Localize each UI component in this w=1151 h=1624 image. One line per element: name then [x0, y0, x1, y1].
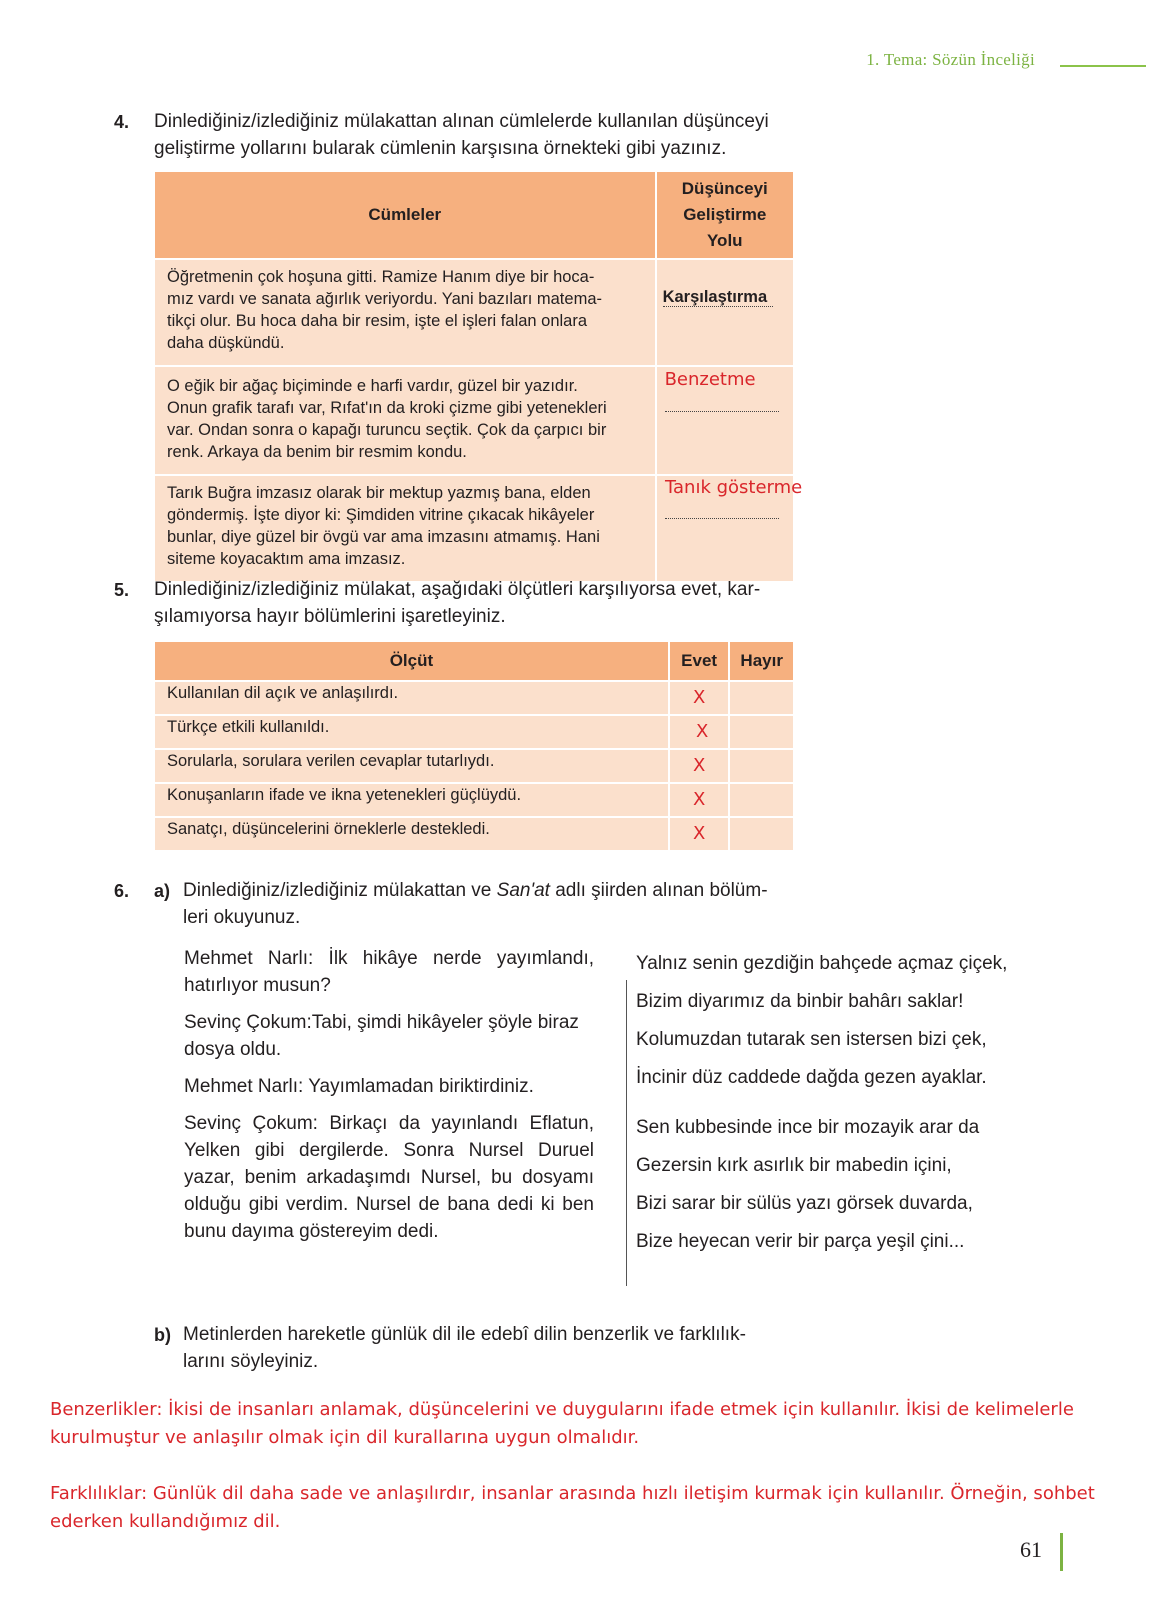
- q4-row-2-answer: Benzetme: [664, 369, 756, 390]
- question-4-text: [154, 108, 769, 162]
- question-4-number: 4.: [114, 112, 130, 132]
- interview-line: Yelken gibi dergilerde. Sonra Nursel Duruel: [184, 1140, 594, 1161]
- interview-excerpt: [184, 945, 594, 1245]
- q4-row-1-method: [657, 260, 793, 365]
- chapter-header: 1. Tema: Sözün İnceliği: [866, 50, 1035, 69]
- q4-row-2-line: Onun grafik tarafı var, Rıfat'ın da kroki çizme gibi yetenekleri: [167, 399, 607, 417]
- interview-line: bunu dayıma göstereyim dedi.: [184, 1221, 439, 1242]
- q5-row-1-yes[interactable]: X: [670, 682, 729, 714]
- q4-row-2-line: renk. Arkaya da benim bir resmim kondu.: [167, 443, 467, 461]
- answer-similarities-l2: kurulmuştur ve anlaşılır olmak için dil kurallarına uygun olmalıdır.: [50, 1427, 640, 1448]
- answer-similarities-l1: Benzerlikler: İkisi de insanları anlamak, düşüncelerini ve duygularını ifade etmek için kullanılır. İkisi de kelimelerle: [50, 1399, 1074, 1420]
- q5-row-3-yes[interactable]: X: [670, 750, 729, 782]
- poem-line: İncinir düz caddede dağda gezen ayaklar.: [636, 1067, 987, 1088]
- q5-row-5-yes[interactable]: X: [670, 818, 729, 850]
- poem-excerpt: [636, 945, 1007, 1261]
- question-4-line-2: geliştirme yollarını bularak cümlenin karşısına örnekteki gibi yazınız.: [154, 138, 727, 159]
- question-4-line-1: Dinlediğiniz/izlediğiniz mülakattan alınan cümlelerde kullanılan düşünceyi: [154, 111, 769, 132]
- q4-row-2-answer-line: [665, 411, 779, 412]
- question-5-line-2: şılamıyorsa hayır bölümlerini işaretleyiniz.: [154, 606, 506, 627]
- interview-line: yazar, benim arkadaşımdı Nursel, bu dosyamı: [184, 1167, 594, 1188]
- q4-row-3-sentence: [155, 476, 655, 581]
- q4-row-2-line: var. Ondan sonra o kapağı turuncu seçtik. Çok da çarpıcı bir: [167, 421, 607, 439]
- header-rule: [1060, 65, 1146, 67]
- q5-header-yes: Evet: [670, 642, 729, 680]
- q5-header-criteria: Ölçüt: [155, 642, 668, 680]
- q5-row-2-criterion: Türkçe etkili kullanıldı.: [155, 716, 668, 748]
- interview-line: Mehmet Narlı: İlk hikâye nerde yayımlandı,: [184, 948, 594, 969]
- question-6a-text: [183, 877, 768, 931]
- q4-row-3-line: bunlar, diye güzel bir övgü var ama imzasını atmamış. Hani: [167, 528, 600, 546]
- q4-table: [153, 170, 795, 583]
- interview-line: Sevinç Çokum:Tabi, şimdi hikâyeler şöyle biraz: [184, 1012, 579, 1033]
- q5-row-1-criterion: Kullanılan dil açık ve anlaşılırdı.: [155, 682, 668, 714]
- column-divider: [626, 980, 627, 1286]
- q4-row-1-line: tikçi olur. Bu hoca daha bir resim, işte el işleri falan onlara: [167, 312, 588, 330]
- q5-row-2-no[interactable]: [730, 716, 793, 748]
- question-6a-text-pre: Dinlediğiniz/izlediğiniz mülakattan ve: [183, 880, 497, 901]
- q5-row-5-no[interactable]: [730, 818, 793, 850]
- q5-header-no: Hayır: [730, 642, 793, 680]
- question-6b-label: b): [154, 1325, 171, 1345]
- q5-row-3-no[interactable]: [730, 750, 793, 782]
- q4-row-3-answer: Tanık gösterme: [665, 477, 803, 498]
- q4-header-method-l3: Yolu: [706, 231, 743, 250]
- poem-line: Yalnız senin gezdiğin bahçede açmaz çiçek,: [636, 953, 1008, 974]
- poem-title: San'at: [496, 880, 550, 901]
- q4-row-1-line: Öğretmenin çok hoşuna gitti. Ramize Hanım diye bir hoca-: [167, 268, 595, 286]
- q4-header-method: [657, 172, 793, 258]
- q4-row-1-answer: Karşılaştırma: [663, 288, 774, 307]
- q4-row-2-line: O eğik bir ağaç biçiminde e harfi vardır, güzel bir yazıdır.: [167, 377, 578, 395]
- q4-row-1-line: mız vardı ve sanata ağırlık veriyordu. Yani bazıları matema-: [167, 290, 602, 308]
- q4-row-1-line: daha düşkündü.: [167, 334, 285, 352]
- poem-line: Bizim diyarımız da binbir bahârı saklar!: [636, 991, 964, 1012]
- question-6b-text: [183, 1321, 746, 1375]
- question-6-number: 6.: [114, 881, 130, 901]
- q4-row-2-sentence: [155, 367, 655, 474]
- q5-row-4-criterion: Konuşanların ifade ve ikna yetenekleri güçlüydü.: [155, 784, 668, 816]
- q5-table: [153, 640, 795, 852]
- q4-header-method-l2: Geliştirme: [683, 205, 767, 224]
- question-6a-text-post: adlı şiirden alınan bölüm-: [549, 880, 768, 901]
- q4-header-method-l1: Düşünceyi: [681, 179, 768, 198]
- answer-differences-l2: ederken kullandığımız dil.: [50, 1511, 281, 1532]
- q4-row-2-method: [657, 367, 793, 474]
- question-5-number: 5.: [114, 580, 130, 600]
- poem-line: Kolumuzdan tutarak sen istersen bizi çek,: [636, 1029, 987, 1050]
- q4-row-1-sentence: [155, 260, 655, 365]
- poem-line: Bize heyecan verir bir parça yeşil çini...: [636, 1231, 965, 1252]
- interview-line: dosya oldu.: [184, 1039, 282, 1060]
- q5-row-4-yes[interactable]: X: [670, 784, 729, 816]
- poem-line: Gezersin kırk asırlık bir mabedin içini,: [636, 1155, 952, 1176]
- q5-row-1-no[interactable]: [730, 682, 793, 714]
- q4-row-3-answer-line: [665, 518, 779, 519]
- question-6b-line-1: Metinlerden hareketle günlük dil ile edebî dilin benzerlik ve farklılık-: [183, 1324, 746, 1345]
- q4-row-3-line: göndermiş. İşte diyor ki: Şimdiden vitrine çıkacak hikâyeler: [167, 506, 595, 524]
- page-number: 61: [1020, 1537, 1042, 1562]
- interview-line: Sevinç Çokum: Birkaçı da yayınlandı Eflatun,: [184, 1113, 594, 1134]
- question-5-line-1: Dinlediğiniz/izlediğiniz mülakat, aşağıdaki ölçütleri karşılıyorsa evet, kar-: [154, 579, 761, 600]
- q4-row-3-line: siteme koyacaktım ama imzasız.: [167, 550, 406, 568]
- question-6b-line-2: larını söyleyiniz.: [183, 1351, 319, 1372]
- interview-line: olduğu gibi verdim. Nursel de bana dedi ki ben: [184, 1194, 594, 1215]
- question-5-text: [154, 576, 760, 630]
- q4-row-3-line: Tarık Buğra imzasız olarak bir mektup yazmış bana, elden: [167, 484, 591, 502]
- q4-header-sentences: Cümleler: [155, 172, 655, 258]
- q5-row-3-criterion: Sorularla, sorulara verilen cevaplar tutarlıydı.: [155, 750, 668, 782]
- q5-row-4-no[interactable]: [730, 784, 793, 816]
- question-6a-label: a): [154, 881, 171, 901]
- interview-line: hatırlıyor musun?: [184, 975, 331, 996]
- poem-line: Bizi sarar bir sülüs yazı görsek duvarda,: [636, 1193, 973, 1214]
- q5-row-2-yes[interactable]: X: [670, 716, 729, 748]
- answer-differences: [50, 1480, 1095, 1536]
- answer-similarities: [50, 1396, 1074, 1452]
- answer-differences-l1: Farklılıklar: Günlük dil daha sade ve anlaşılırdır, insanlar arasında hızlı iletişim kurmak için kullanılır. Örneğin, sohbet: [50, 1483, 1095, 1504]
- interview-line: Mehmet Narlı: Yayımlamadan biriktirdiniz.: [184, 1076, 534, 1097]
- page-number-bar: [1060, 1533, 1063, 1571]
- poem-line: Sen kubbesinde ince bir mozayik arar da: [636, 1117, 980, 1138]
- question-6a-line-2: leri okuyunuz.: [183, 907, 301, 928]
- q5-row-5-criterion: Sanatçı, düşüncelerini örneklerle destekledi.: [155, 818, 668, 850]
